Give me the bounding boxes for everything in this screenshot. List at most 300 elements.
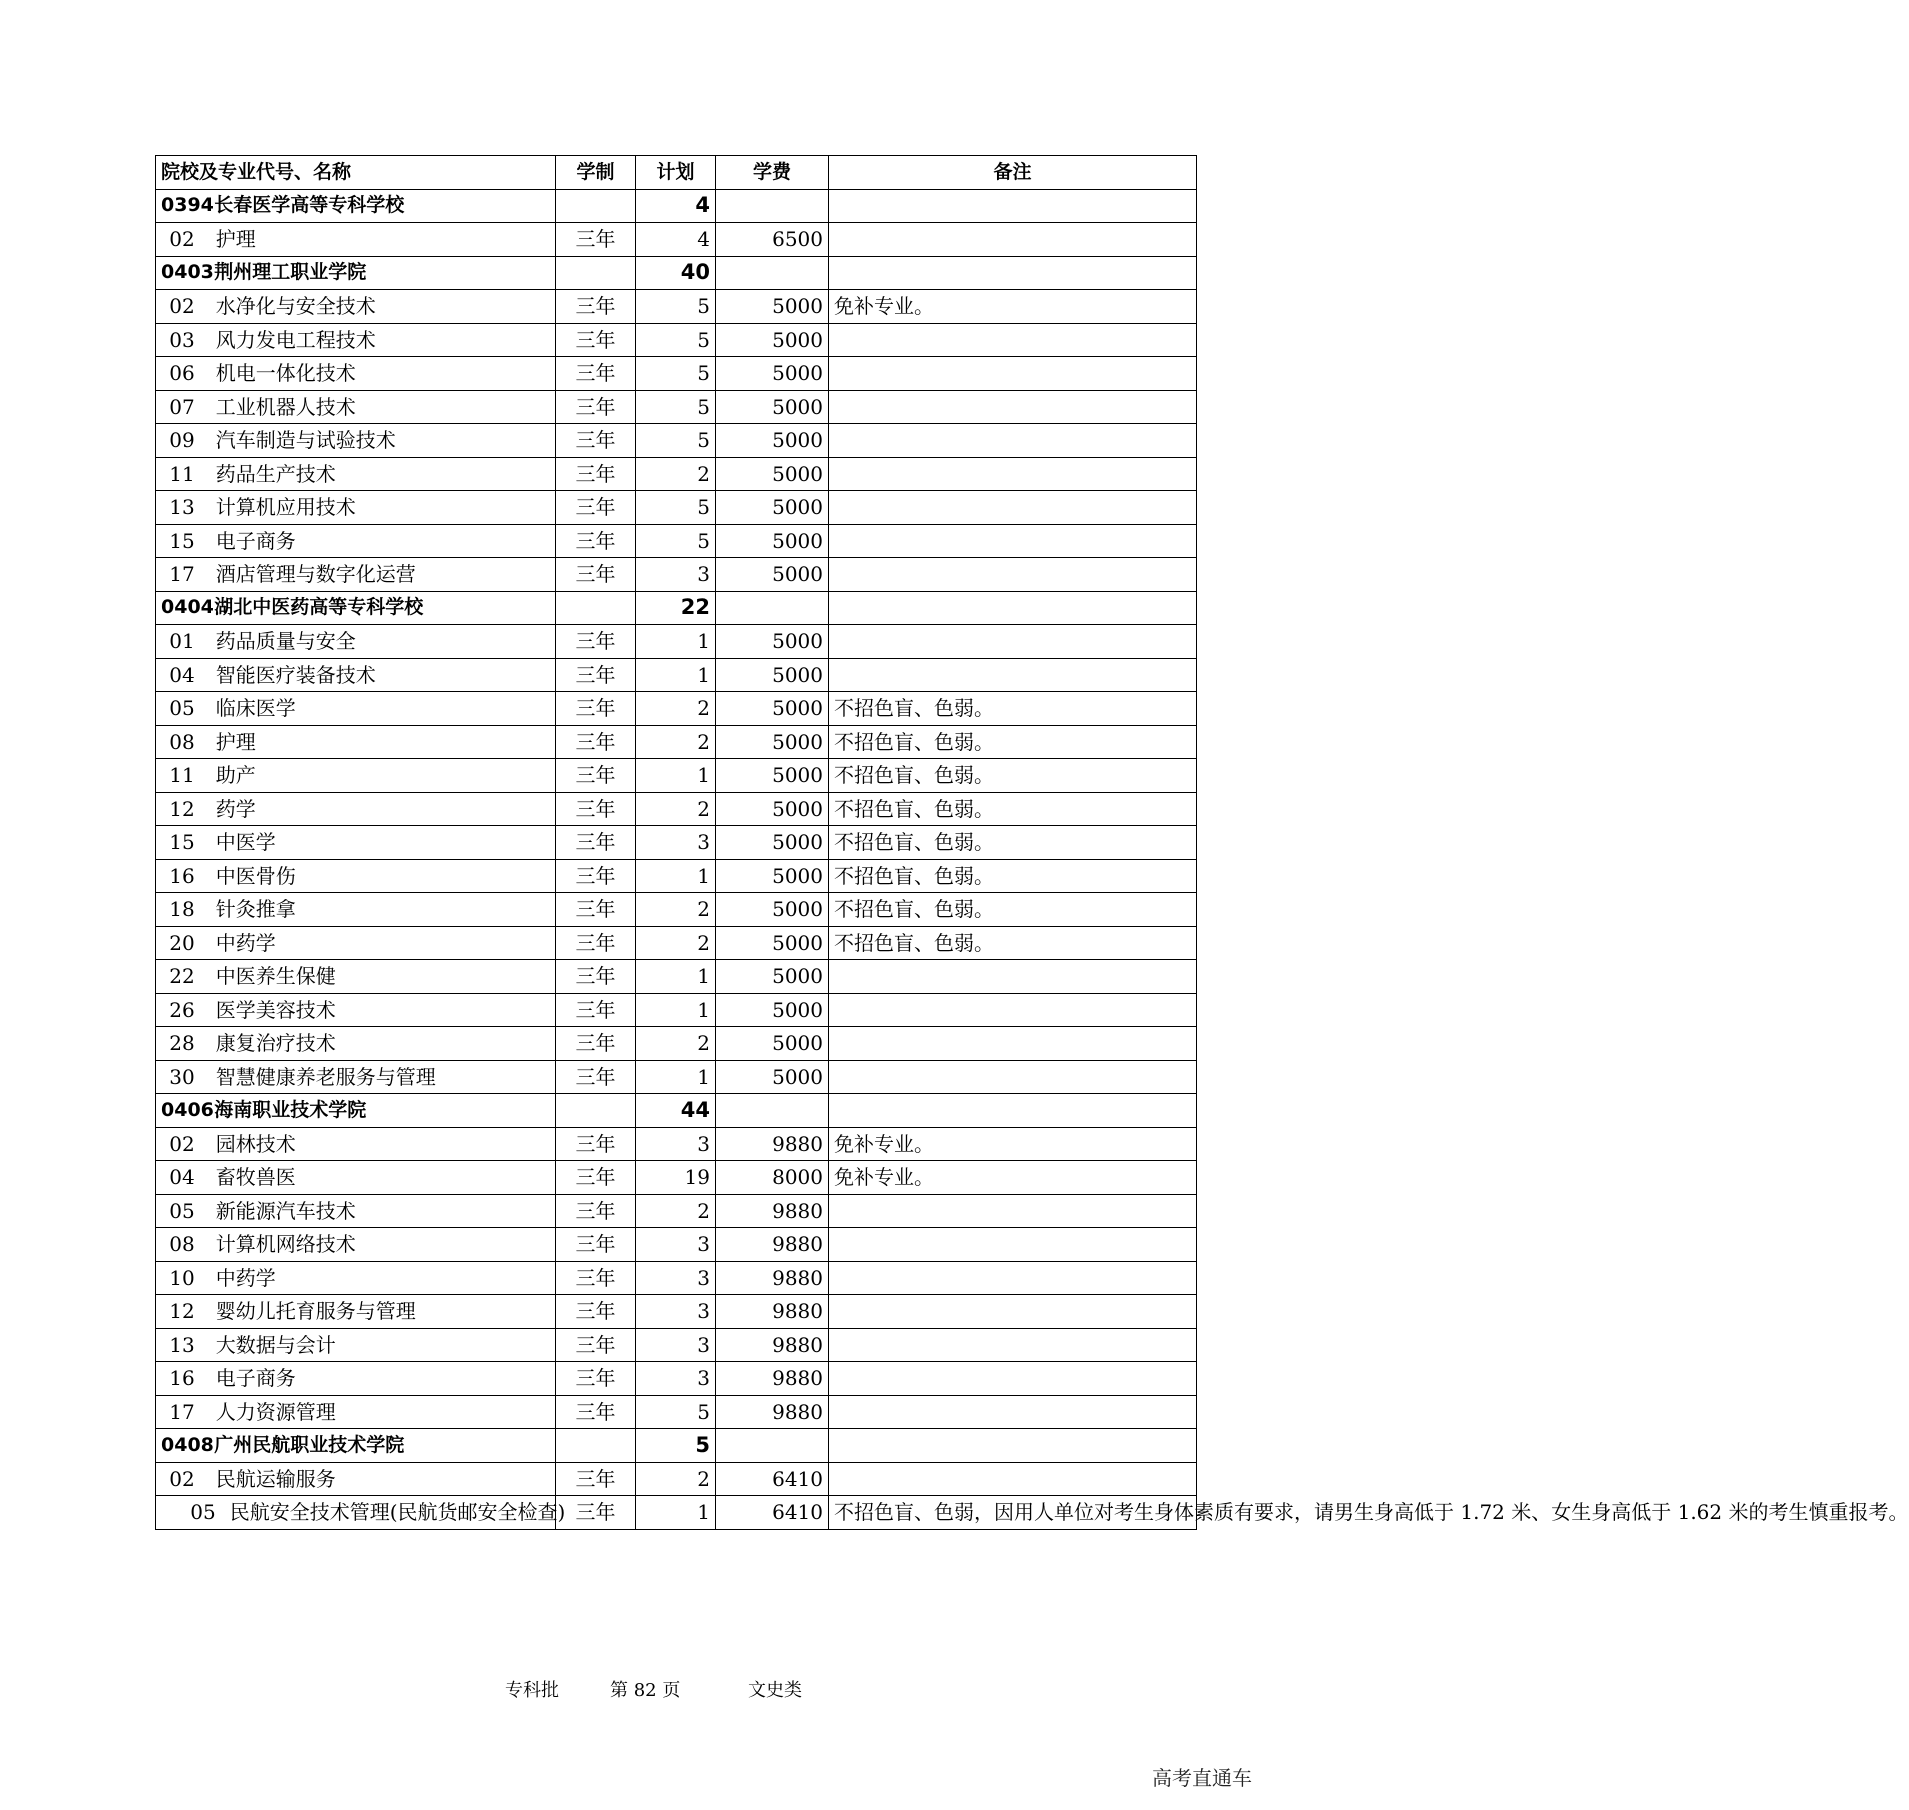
major-code: 18	[169, 897, 195, 922]
school-name-cell	[156, 591, 556, 625]
school-plan: 40	[636, 256, 716, 290]
major-name-cell	[156, 993, 556, 1027]
major-code: 06	[169, 361, 195, 386]
major-plan: 3	[636, 1362, 716, 1396]
school-system	[556, 591, 636, 625]
school-note	[829, 1094, 1197, 1128]
major-row	[156, 457, 1197, 491]
major-code: 22	[169, 964, 195, 989]
major-system: 三年	[556, 524, 636, 558]
major-plan: 1	[636, 759, 716, 793]
major-system: 三年	[556, 424, 636, 458]
major-name-cell	[156, 290, 556, 324]
major-row	[156, 1261, 1197, 1295]
major-name-cell	[156, 323, 556, 357]
major-plan: 5	[636, 524, 716, 558]
table-body	[156, 189, 1909, 1529]
school-fee	[716, 1429, 829, 1463]
major-plan: 3	[636, 1228, 716, 1262]
major-plan: 5	[636, 390, 716, 424]
major-system: 三年	[556, 491, 636, 525]
major-note	[829, 1362, 1197, 1396]
major-fee: 5000	[716, 926, 829, 960]
major-note: 不招色盲、色弱。	[829, 826, 1197, 860]
school-system	[556, 1429, 636, 1463]
major-name: 风力发电工程技术	[215, 327, 376, 352]
major-code: 05	[169, 696, 195, 721]
major-note	[829, 424, 1197, 458]
major-row	[156, 993, 1197, 1027]
major-system: 三年	[556, 390, 636, 424]
major-row	[156, 1060, 1197, 1094]
major-fee: 5000	[716, 759, 829, 793]
major-note: 不招色盲、色弱。	[829, 859, 1197, 893]
major-name-cell	[156, 926, 556, 960]
major-row	[156, 926, 1197, 960]
major-code: 12	[169, 796, 195, 821]
major-code: 04	[169, 1165, 195, 1190]
major-note	[829, 524, 1197, 558]
major-name: 康复治疗技术	[215, 1031, 336, 1056]
major-name: 中药学	[215, 930, 276, 955]
header-note: 备注	[829, 156, 1197, 190]
major-plan: 1	[636, 993, 716, 1027]
major-row	[156, 1362, 1197, 1396]
major-code: 11	[169, 763, 195, 788]
major-code: 02	[169, 1466, 195, 1491]
major-name: 酒店管理与数字化运营	[215, 562, 416, 587]
major-name: 畜牧兽医	[215, 1165, 296, 1190]
major-fee: 5000	[716, 357, 829, 391]
major-row	[156, 1395, 1197, 1429]
major-row	[156, 893, 1197, 927]
major-name: 药品质量与安全	[215, 629, 356, 654]
major-code: 15	[169, 528, 195, 553]
major-fee: 5000	[716, 993, 829, 1027]
major-fee: 9880	[716, 1328, 829, 1362]
major-note	[829, 1328, 1197, 1362]
table-header-row	[156, 156, 1197, 190]
major-name-cell	[156, 1194, 556, 1228]
major-system: 三年	[556, 725, 636, 759]
major-row	[156, 759, 1197, 793]
major-name: 电子商务	[215, 528, 296, 553]
major-code: 09	[169, 428, 195, 453]
major-plan: 3	[636, 826, 716, 860]
major-name: 助产	[215, 763, 256, 788]
major-plan: 3	[636, 558, 716, 592]
major-system: 三年	[556, 1295, 636, 1329]
major-plan: 3	[636, 1261, 716, 1295]
major-row	[156, 1127, 1197, 1161]
major-plan: 2	[636, 1027, 716, 1061]
major-note	[829, 960, 1197, 994]
page-footer	[0, 1676, 1280, 1706]
major-system: 三年	[556, 457, 636, 491]
major-name: 民航安全技术管理(民航货邮安全检查)	[229, 1500, 566, 1525]
major-code: 17	[169, 562, 195, 587]
major-fee: 5000	[716, 893, 829, 927]
major-name-cell	[156, 390, 556, 424]
admission-plan-table	[155, 155, 1909, 1530]
major-code: 11	[169, 461, 195, 486]
major-name: 电子商务	[215, 1366, 296, 1391]
major-fee: 5000	[716, 558, 829, 592]
major-row	[156, 424, 1197, 458]
major-note	[829, 1194, 1197, 1228]
school-row	[156, 1429, 1197, 1463]
school-note	[829, 591, 1197, 625]
major-name: 民航运输服务	[215, 1466, 336, 1491]
major-note	[829, 357, 1197, 391]
major-row	[156, 1161, 1197, 1195]
footer-page-number: 第 82 页	[610, 1680, 681, 1701]
major-system: 三年	[556, 323, 636, 357]
major-system: 三年	[556, 625, 636, 659]
major-name: 药品生产技术	[215, 461, 336, 486]
major-code: 28	[169, 1031, 195, 1056]
major-note	[829, 993, 1197, 1027]
major-plan: 1	[636, 1496, 716, 1530]
major-code: 08	[169, 729, 195, 754]
major-system: 三年	[556, 1194, 636, 1228]
major-fee: 5000	[716, 826, 829, 860]
major-code: 02	[169, 227, 195, 252]
major-row	[156, 558, 1197, 592]
major-fee: 8000	[716, 1161, 829, 1195]
major-code: 13	[169, 1332, 195, 1357]
major-note	[829, 457, 1197, 491]
major-fee: 5000	[716, 390, 829, 424]
major-note	[829, 1228, 1197, 1262]
school-fee	[716, 591, 829, 625]
major-name-cell	[156, 558, 556, 592]
major-name: 大数据与会计	[215, 1332, 336, 1357]
major-system: 三年	[556, 1328, 636, 1362]
footer-batch: 专科批	[505, 1680, 559, 1701]
major-code: 05	[169, 1198, 195, 1223]
major-note	[829, 1027, 1197, 1061]
major-fee: 6500	[716, 223, 829, 257]
major-name: 中医骨伤	[215, 863, 296, 888]
major-fee: 5000	[716, 424, 829, 458]
major-system: 三年	[556, 893, 636, 927]
major-plan: 5	[636, 491, 716, 525]
major-plan: 2	[636, 725, 716, 759]
major-plan: 4	[636, 223, 716, 257]
major-system: 三年	[556, 1462, 636, 1496]
major-name: 机电一体化技术	[215, 361, 356, 386]
major-row	[156, 625, 1197, 659]
major-name-cell	[156, 692, 556, 726]
major-row	[156, 290, 1197, 324]
major-row	[156, 1027, 1197, 1061]
school-note	[829, 1429, 1197, 1463]
major-name: 智慧健康养老服务与管理	[215, 1064, 436, 1089]
major-note	[829, 625, 1197, 659]
major-name: 智能医疗装备技术	[215, 662, 376, 687]
major-system: 三年	[556, 826, 636, 860]
school-name: 湖北中医药高等专科学校	[214, 596, 424, 619]
major-name: 针灸推拿	[215, 897, 296, 922]
school-code: 0408	[161, 1433, 214, 1456]
major-name-cell	[156, 893, 556, 927]
major-name: 人力资源管理	[215, 1399, 336, 1424]
school-name-cell	[156, 256, 556, 290]
major-name-cell	[156, 759, 556, 793]
major-fee: 9880	[716, 1362, 829, 1396]
major-code: 08	[169, 1232, 195, 1257]
major-plan: 19	[636, 1161, 716, 1195]
major-note: 不招色盲、色弱。	[829, 893, 1197, 927]
major-row	[156, 323, 1197, 357]
major-fee: 5000	[716, 491, 829, 525]
major-fee: 5000	[716, 692, 829, 726]
major-name-cell	[156, 625, 556, 659]
header-fee: 学费	[716, 156, 829, 190]
school-plan: 5	[636, 1429, 716, 1463]
major-row	[156, 1462, 1197, 1496]
major-code: 05	[190, 1500, 216, 1525]
major-row	[156, 524, 1197, 558]
major-note	[829, 558, 1197, 592]
school-name-cell	[156, 1429, 556, 1463]
school-code: 0404	[161, 596, 214, 619]
school-name: 长春医学高等专科学校	[214, 194, 405, 217]
school-system	[556, 1094, 636, 1128]
major-code: 10	[169, 1265, 195, 1290]
major-system: 三年	[556, 1395, 636, 1429]
major-system: 三年	[556, 558, 636, 592]
school-plan: 44	[636, 1094, 716, 1128]
major-row	[156, 491, 1197, 525]
major-system: 三年	[556, 290, 636, 324]
major-name: 药学	[215, 796, 256, 821]
major-note: 不招色盲、色弱。	[829, 792, 1197, 826]
major-plan: 5	[636, 357, 716, 391]
major-name: 水净化与安全技术	[215, 294, 376, 319]
major-name-cell	[156, 1362, 556, 1396]
major-name-cell	[156, 1060, 556, 1094]
major-name-cell	[156, 357, 556, 391]
major-name-cell	[156, 1395, 556, 1429]
major-code: 03	[169, 327, 195, 352]
major-fee: 5000	[716, 792, 829, 826]
major-row	[156, 692, 1197, 726]
major-code: 02	[169, 294, 195, 319]
major-name-cell	[156, 960, 556, 994]
school-fee	[716, 256, 829, 290]
major-note	[829, 1060, 1197, 1094]
major-name: 护理	[215, 729, 256, 754]
major-system: 三年	[556, 692, 636, 726]
major-note: 不招色盲、色弱。	[829, 759, 1197, 793]
major-name: 婴幼儿托育服务与管理	[215, 1299, 416, 1324]
major-code: 26	[169, 997, 195, 1022]
major-plan: 1	[636, 859, 716, 893]
major-code: 01	[169, 629, 195, 654]
major-row	[156, 1295, 1197, 1329]
major-system: 三年	[556, 759, 636, 793]
school-plan: 4	[636, 189, 716, 223]
major-code: 16	[169, 863, 195, 888]
school-fee	[716, 189, 829, 223]
major-plan: 2	[636, 926, 716, 960]
major-name-cell	[156, 1127, 556, 1161]
major-note: 不招色盲、色弱，因用人单位对考生身体素质有要求，请男生身高低于 1.72 米、女生身高低于 1.62 米的考生慎重报考。	[829, 1496, 1197, 1530]
major-row	[156, 658, 1197, 692]
major-name: 新能源汽车技术	[215, 1198, 356, 1223]
major-plan: 3	[636, 1295, 716, 1329]
watermark-text: 高考直通车	[1152, 1766, 1252, 1790]
major-name-cell	[156, 1228, 556, 1262]
school-code: 0406	[161, 1098, 214, 1121]
major-note	[829, 223, 1197, 257]
major-row	[156, 1328, 1197, 1362]
major-name: 计算机应用技术	[215, 495, 356, 520]
major-name-cell	[156, 1261, 556, 1295]
major-note	[829, 323, 1197, 357]
major-note: 不招色盲、色弱。	[829, 692, 1197, 726]
major-system: 三年	[556, 1228, 636, 1262]
major-plan: 2	[636, 792, 716, 826]
major-note: 不招色盲、色弱。	[829, 926, 1197, 960]
major-plan: 2	[636, 457, 716, 491]
major-system: 三年	[556, 993, 636, 1027]
major-fee: 9880	[716, 1194, 829, 1228]
major-plan: 1	[636, 960, 716, 994]
major-code: 15	[169, 830, 195, 855]
major-system: 三年	[556, 926, 636, 960]
major-code: 07	[169, 394, 195, 419]
major-system: 三年	[556, 658, 636, 692]
major-name: 临床医学	[215, 696, 296, 721]
major-plan: 2	[636, 692, 716, 726]
school-system	[556, 189, 636, 223]
major-code: 12	[169, 1299, 195, 1324]
major-system: 三年	[556, 1362, 636, 1396]
major-name-cell	[156, 859, 556, 893]
major-fee: 9880	[716, 1261, 829, 1295]
major-system: 三年	[556, 223, 636, 257]
major-system: 三年	[556, 1060, 636, 1094]
header-name: 院校及专业代号、名称	[156, 156, 556, 190]
major-plan: 1	[636, 1060, 716, 1094]
major-fee: 5000	[716, 725, 829, 759]
major-name: 护理	[215, 227, 256, 252]
major-name-cell	[156, 1161, 556, 1195]
major-name-cell	[156, 1295, 556, 1329]
major-name-cell	[156, 491, 556, 525]
school-name: 广州民航职业技术学院	[214, 1433, 405, 1456]
major-fee: 5000	[716, 960, 829, 994]
major-note: 免补专业。	[829, 290, 1197, 324]
major-name-cell	[156, 524, 556, 558]
school-name-cell	[156, 1094, 556, 1128]
major-system: 三年	[556, 859, 636, 893]
major-fee: 5000	[716, 290, 829, 324]
school-code: 0394	[161, 194, 214, 217]
major-name: 工业机器人技术	[215, 394, 356, 419]
major-system: 三年	[556, 1161, 636, 1195]
major-row	[156, 390, 1197, 424]
major-fee: 5000	[716, 859, 829, 893]
major-row	[156, 725, 1197, 759]
major-fee: 5000	[716, 1060, 829, 1094]
major-system: 三年	[556, 960, 636, 994]
major-name-cell	[156, 1328, 556, 1362]
major-row	[156, 1496, 1197, 1530]
major-code: 30	[169, 1064, 195, 1089]
major-row	[156, 792, 1197, 826]
major-note	[829, 390, 1197, 424]
major-code: 04	[169, 662, 195, 687]
major-plan: 2	[636, 1462, 716, 1496]
major-note	[829, 1395, 1197, 1429]
major-name: 中医养生保健	[215, 964, 336, 989]
major-system: 三年	[556, 1027, 636, 1061]
major-name-cell	[156, 826, 556, 860]
major-row	[156, 1228, 1197, 1262]
school-name-cell	[156, 189, 556, 223]
major-note	[829, 1462, 1197, 1496]
school-system	[556, 256, 636, 290]
school-note	[829, 189, 1197, 223]
major-plan: 5	[636, 1395, 716, 1429]
major-code: 02	[169, 1131, 195, 1156]
major-name: 医学美容技术	[215, 997, 336, 1022]
major-row	[156, 859, 1197, 893]
major-name: 中医学	[215, 830, 276, 855]
header-plan: 计划	[636, 156, 716, 190]
major-plan: 5	[636, 323, 716, 357]
school-note	[829, 256, 1197, 290]
major-name-cell	[156, 725, 556, 759]
major-name-cell	[156, 1496, 566, 1530]
major-plan: 2	[636, 1194, 716, 1228]
major-note	[829, 1261, 1197, 1295]
school-code: 0403	[161, 261, 214, 284]
major-code: 20	[169, 930, 195, 955]
major-name: 中药学	[215, 1265, 276, 1290]
major-plan: 5	[636, 290, 716, 324]
major-fee: 5000	[716, 658, 829, 692]
school-plan: 22	[636, 591, 716, 625]
major-name-cell	[156, 792, 556, 826]
major-code: 17	[169, 1399, 195, 1424]
major-note	[829, 491, 1197, 525]
major-fee: 5000	[716, 457, 829, 491]
major-name-cell	[156, 457, 556, 491]
major-row	[156, 223, 1197, 257]
major-fee: 5000	[716, 323, 829, 357]
major-fee: 9880	[716, 1228, 829, 1262]
school-row	[156, 256, 1197, 290]
school-name: 荆州理工职业学院	[214, 261, 367, 284]
footer-category: 文史类	[748, 1680, 802, 1701]
major-plan: 1	[636, 625, 716, 659]
major-row	[156, 960, 1197, 994]
major-note: 免补专业。	[829, 1127, 1197, 1161]
major-plan: 1	[636, 658, 716, 692]
major-note: 免补专业。	[829, 1161, 1197, 1195]
major-fee: 6410	[716, 1496, 829, 1530]
major-fee: 9880	[716, 1395, 829, 1429]
school-fee	[716, 1094, 829, 1128]
major-plan: 3	[636, 1328, 716, 1362]
major-plan: 3	[636, 1127, 716, 1161]
school-name: 海南职业技术学院	[214, 1098, 367, 1121]
